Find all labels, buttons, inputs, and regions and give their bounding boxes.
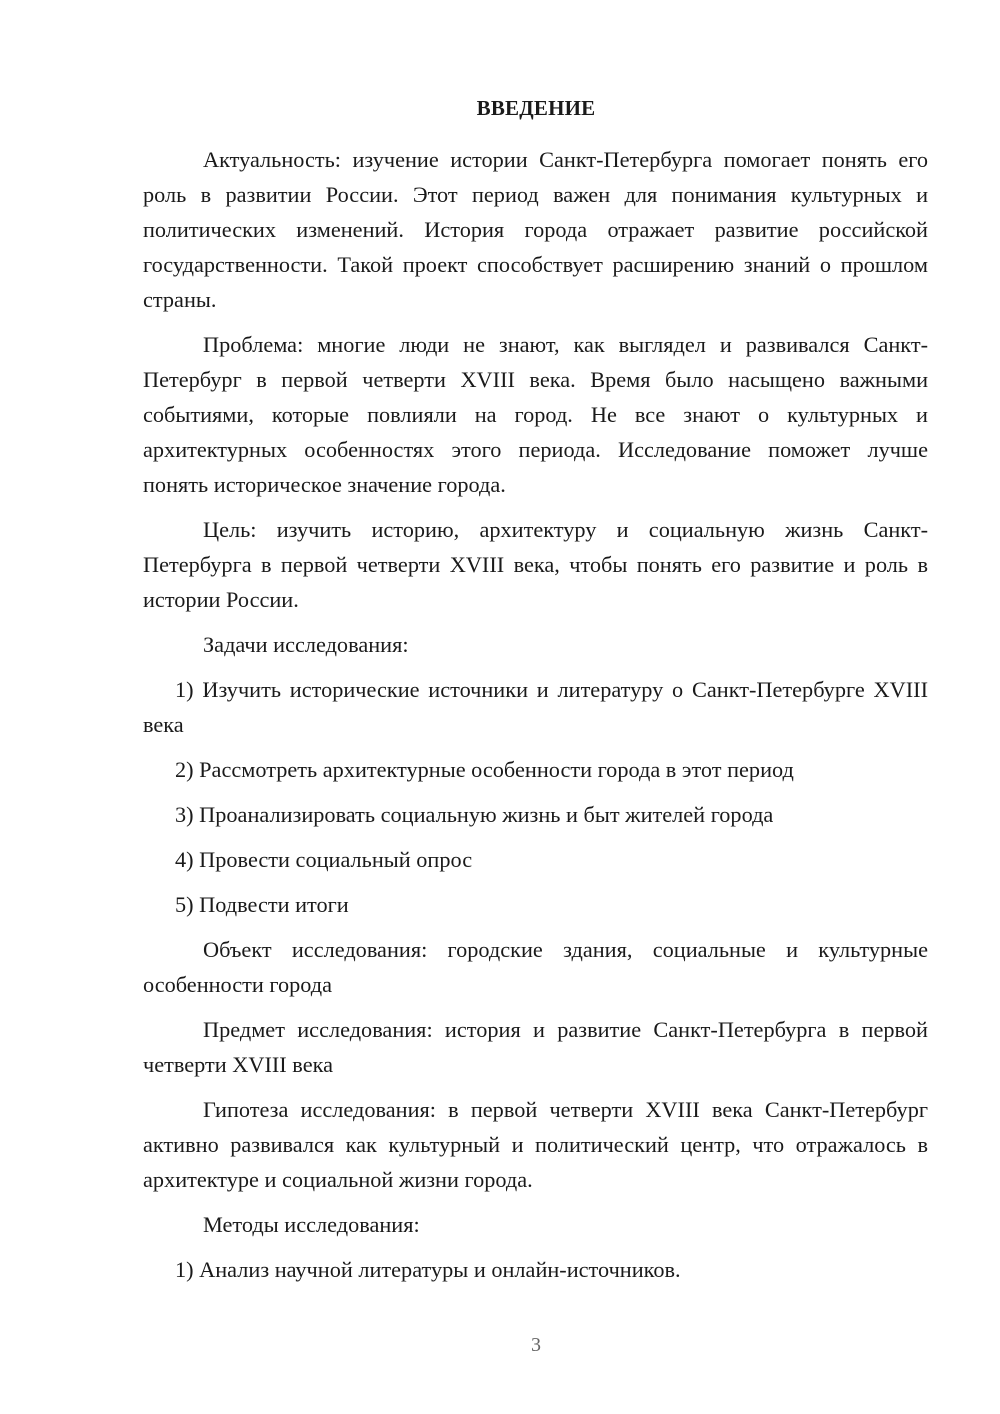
task-item-5: 5) Подвести итоги bbox=[175, 892, 349, 917]
paragraph-hypothesis: Гипотеза исследования: в первой четверти XVIII века Санкт-Петербург активно развивался как культурный и политический центр, что отражалось в архитектуре и социальной жизни города. bbox=[143, 1097, 928, 1192]
paragraph-tasks-heading: Задачи исследования: bbox=[203, 632, 409, 657]
page-number: 3 bbox=[531, 1334, 541, 1356]
paragraph-methods-heading: Методы исследования: bbox=[203, 1212, 420, 1237]
task-item-4: 4) Провести социальный опрос bbox=[175, 847, 473, 872]
method-item-1: 1) Анализ научной литературы и онлайн-источников. bbox=[175, 1257, 681, 1282]
paragraph-relevance: Актуальность: изучение истории Санкт-Петербурга помогает понять его роль в развитии России. Этот период важен для понимания культурных и политических изменений. История города отражает развитие российской государственности. Такой проект способствует расширению знаний о прошлом страны. bbox=[143, 147, 928, 312]
document-body bbox=[143, 142, 928, 1297]
task-item-1: 1) Изучить исторические источники и литературу о Санкт-Петербурге XVIII века bbox=[143, 677, 928, 737]
page-title: ВВЕДЕНИЕ bbox=[476, 96, 596, 120]
task-item-2: 2) Рассмотреть архитектурные особенности города в этот период bbox=[175, 757, 794, 782]
paragraph-subject: Предмет исследования: история и развитие Санкт-Петербурга в первой четверти XVIII века bbox=[143, 1017, 928, 1077]
task-item-3: 3) Проанализировать социальную жизнь и быт жителей города bbox=[175, 802, 774, 827]
paragraph-goal: Цель: изучить историю, архитектуру и социальную жизнь Санкт-Петербурга в первой четверти XVIII века, чтобы понять его развитие и роль в истории России. bbox=[143, 517, 928, 612]
paragraph-problem: Проблема: многие люди не знают, как выглядел и развивался Санкт-Петербург в первой четверти XVIII века. Время было насыщено важными событиями, которые повлияли на город. Не все знают о культурных и архитектурных особенностях этого периода. Исследование поможет лучше понять историческое значение города. bbox=[143, 332, 928, 497]
paragraph-object: Объект исследования: городские здания, социальные и культурные особенности города bbox=[143, 937, 928, 997]
